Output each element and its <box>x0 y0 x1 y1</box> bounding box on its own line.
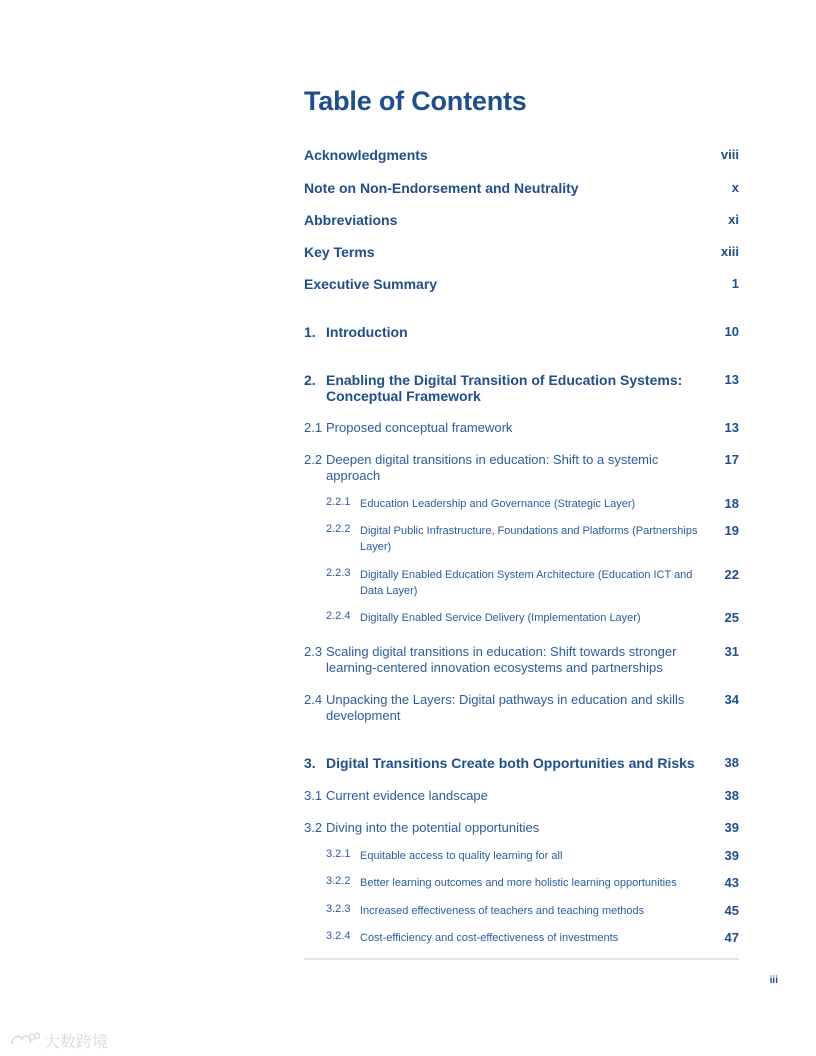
toc-subsection-page: 39 <box>724 848 739 863</box>
toc-subsection-label: Equitable access to quality learning for all <box>360 850 563 862</box>
toc-subsection-label: Increased effectiveness of teachers and teaching methods <box>360 905 645 917</box>
toc-chapter-label: Enabling the Digital Transition of Education Systems: Conceptual Framework <box>326 372 683 404</box>
toc-section-number: 3.1 <box>304 788 323 803</box>
toc-subsection-label: Digital Public Infrastructure, Foundations and Platforms (Partnerships Layer) <box>360 525 698 553</box>
page-title: Table of Contents <box>304 86 527 116</box>
toc-subsection-label: Education Leadership and Governance (Strategic Layer) <box>360 498 636 510</box>
toc-subsection-number: 2.2.4 <box>326 610 351 622</box>
toc-section-page: 34 <box>724 692 739 707</box>
toc-chapter-label: Digital Transitions Create both Opportunities and Risks <box>326 755 695 771</box>
toc-entry-page: xi <box>728 212 739 227</box>
toc-entry-page: x <box>731 180 739 195</box>
toc-section-page: 17 <box>724 452 739 467</box>
toc-chapter-number: 1. <box>304 324 316 340</box>
toc-section-number: 2.1 <box>304 420 323 435</box>
toc-entry-non-endorsement[interactable] <box>304 180 739 196</box>
toc-subsection-number: 3.2.1 <box>326 848 351 860</box>
toc-entry-acknowledgments[interactable] <box>304 147 739 163</box>
toc-subsection-label: Digitally Enabled Education System Architecture (Education ICT and Data Layer) <box>360 569 693 597</box>
toc-chapter-number: 3. <box>304 755 316 771</box>
toc-entry-page: 1 <box>731 276 739 291</box>
toc-entry-label: Acknowledgments <box>304 147 428 163</box>
toc-subsection-page: 22 <box>724 567 739 582</box>
toc-chapter-label: Introduction <box>326 324 408 340</box>
toc-chapter-page: 38 <box>724 755 739 770</box>
toc-subsection-number: 2.2.2 <box>326 523 351 535</box>
footer-divider <box>304 958 739 960</box>
watermark-text: 大数跨境 <box>44 1033 109 1051</box>
toc-section-label: Unpacking the Layers: Digital pathways in education and skills development <box>326 692 685 723</box>
toc-entry-page: xiii <box>720 244 739 259</box>
watermark-logo-icon <box>8 1030 40 1050</box>
toc-entry-executive-summary[interactable] <box>304 276 739 292</box>
toc-subsection-page: 19 <box>724 523 739 538</box>
toc-subsection-page: 47 <box>724 930 739 945</box>
toc-subsection-page: 45 <box>724 903 739 918</box>
toc-entry-page: viii <box>720 147 739 162</box>
page-number: iii <box>769 975 778 986</box>
toc-subsection-page: 43 <box>724 875 739 890</box>
toc-entry-label: Key Terms <box>304 244 375 260</box>
toc-section-number: 3.2 <box>304 820 323 835</box>
toc-chapter-number: 2. <box>304 372 316 388</box>
toc-section-page: 31 <box>724 644 739 659</box>
toc-entry-label: Executive Summary <box>304 276 438 292</box>
toc-subsection-page: 18 <box>724 496 739 511</box>
toc-entry-label: Note on Non-Endorsement and Neutrality <box>304 180 579 196</box>
toc-chapter-page: 10 <box>724 324 739 339</box>
toc-subsection-number: 3.2.2 <box>326 875 351 887</box>
toc-section-label: Proposed conceptual framework <box>326 420 513 435</box>
watermark <box>8 1030 108 1050</box>
toc-subsection-number: 2.2.3 <box>326 567 351 579</box>
toc-section-number: 2.3 <box>304 644 323 659</box>
toc-section-label: Current evidence landscape <box>326 788 488 803</box>
toc-section-label: Diving into the potential opportunities <box>326 820 540 835</box>
toc-chapter-page: 13 <box>724 372 739 387</box>
toc-section-page: 13 <box>724 420 739 435</box>
toc-subsection-number: 2.2.1 <box>326 496 351 508</box>
toc-section-label: Scaling digital transitions in education: Shift towards stronger learning-centered innovation ecosystems and partnerships <box>326 644 677 675</box>
toc-subsection-label: Digitally Enabled Service Delivery (Implementation Layer) <box>360 612 641 624</box>
toc-entry-label: Abbreviations <box>304 212 398 228</box>
toc-subsection-number: 3.2.4 <box>326 930 351 942</box>
toc-section-label: Deepen digital transitions in education: Shift to a systemic approach <box>326 452 659 483</box>
toc-entry-key-terms[interactable] <box>304 244 739 260</box>
toc-subsection-label: Cost-efficiency and cost-effectiveness of investments <box>360 932 619 944</box>
toc-subsection-number: 3.2.3 <box>326 903 351 915</box>
toc-section-number: 2.2 <box>304 452 323 467</box>
toc-entry-abbreviations[interactable] <box>304 212 739 228</box>
toc-section-number: 2.4 <box>304 692 323 707</box>
toc-section-page: 39 <box>724 820 739 835</box>
toc-subsection-page: 25 <box>724 610 739 625</box>
toc-section-page: 38 <box>724 788 739 803</box>
toc-subsection-label: Better learning outcomes and more holistic learning opportunities <box>360 877 677 889</box>
